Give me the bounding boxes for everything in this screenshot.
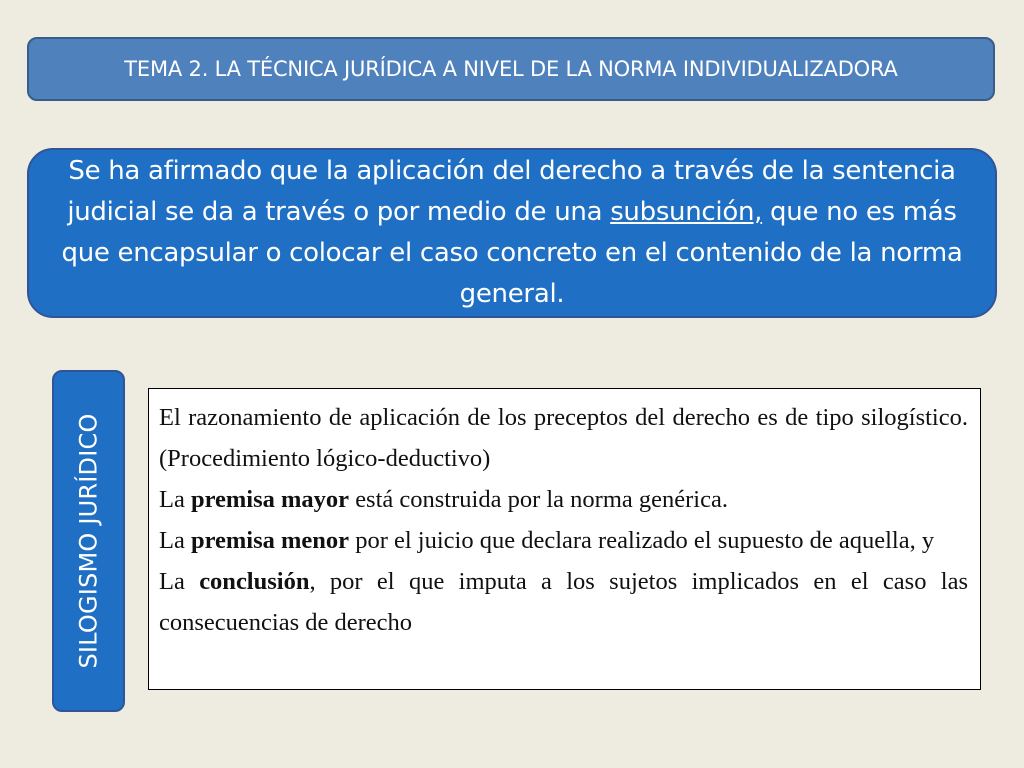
premisa-mayor-term: premisa mayor: [190, 486, 350, 513]
side-label-box: [52, 370, 125, 712]
p3-end: por el juicio que declara realizado el supuesto de aquella, y: [349, 527, 935, 554]
content-box: [148, 388, 981, 690]
p2-start: La: [159, 486, 191, 513]
premisa-menor-term: premisa menor: [190, 527, 350, 554]
intro-box: [27, 148, 997, 318]
intro-text-after: que no es más que encapsular o colocar el caso concreto en el contenido de la norma general.: [61, 197, 963, 309]
content-paragraph-1: El razonamiento de aplicación de los preceptos del derecho es de tipo silogístico.(Procedimiento lógico-deductivo): [159, 404, 968, 472]
p2-end: está construida por la norma genérica.: [349, 486, 728, 513]
intro-keyword: subsunción,: [610, 197, 763, 227]
p4-end: , por el que imputa a los sujetos implicados en el caso las consecuencias de derecho: [159, 568, 968, 636]
content-paragraph-4: [159, 561, 968, 643]
intro-text-before: Se ha afirmado que la aplicación del derecho a través de la sentencia judicial se da a través o por medio de una: [67, 156, 956, 227]
slide-title: TEMA 2. LA TÉCNICA JURÍDICA A NIVEL DE LA NORMA INDIVIDUALIZADORA: [124, 57, 898, 81]
p4-start: La: [159, 568, 200, 595]
intro-text: [61, 151, 963, 315]
content-paragraph-3: [159, 520, 968, 561]
p3-start: La: [159, 527, 191, 554]
slide-title-box: [27, 37, 995, 101]
side-label: SILOGISMO JURÍDICO: [74, 413, 103, 669]
content-paragraph-2: [159, 479, 968, 520]
conclusion-term: conclusión: [199, 568, 310, 595]
